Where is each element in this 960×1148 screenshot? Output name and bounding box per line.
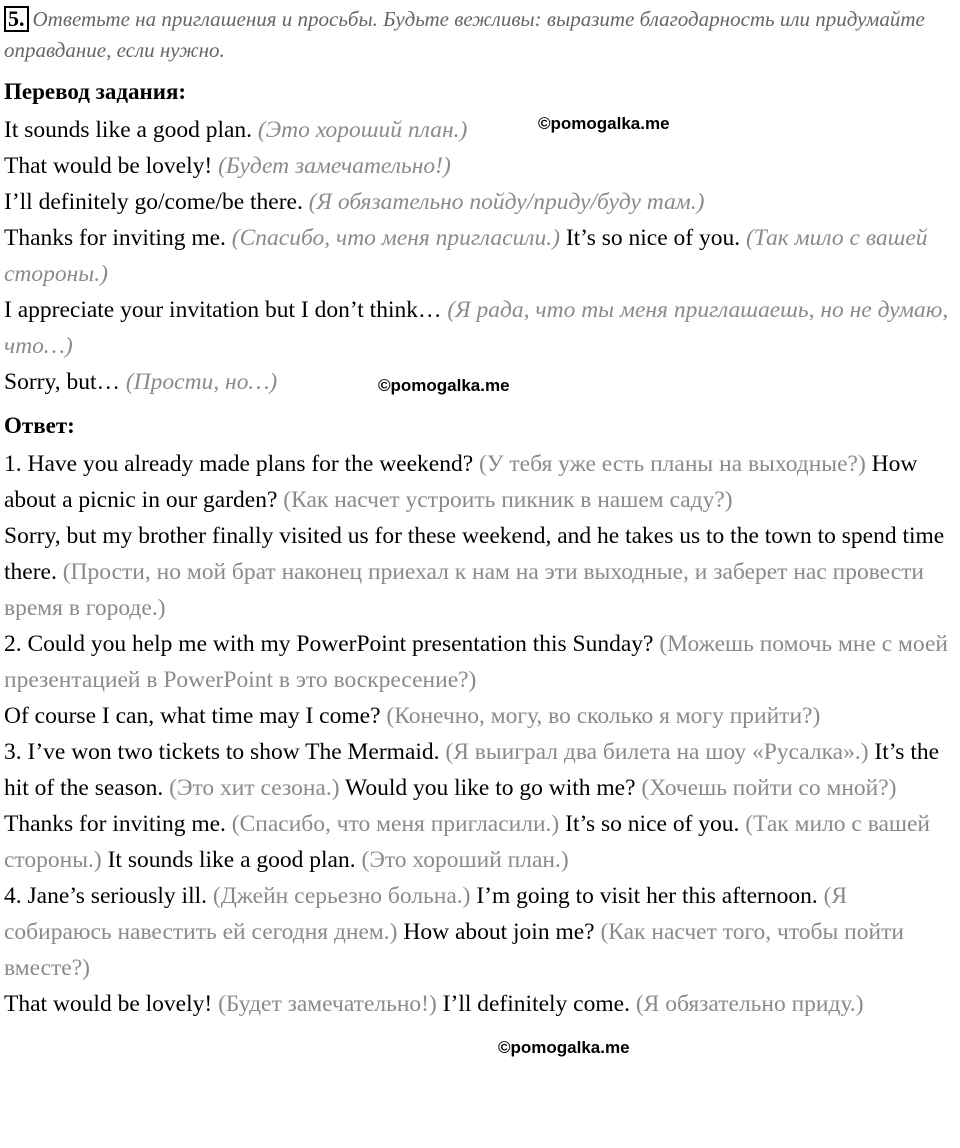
answer-russian: (Прости, но мой брат наконец приехал к нам на эти выходные, и заберет нас провести время в городе.) [4,559,924,621]
answer-paragraph [4,986,958,1022]
translation-list [4,112,958,400]
answer-english: 2. Could you help me with my PowerPoint presentation this Sunday? [4,631,654,657]
answer-russian: (Будет замечательно!) [218,991,437,1017]
answer-english: It’s the hit of the season. [4,739,940,801]
answer-russian: (Спасибо, что меня пригласили.) [231,811,560,837]
answer-russian: (Хочешь пойти со мной?) [641,775,897,801]
answer-russian: (Как насчет устроить пикник в нашем саду?) [283,487,733,513]
translation-line [4,292,958,364]
answer-russian: (Как насчет того, чтобы пойти вместе?) [4,919,904,981]
answer-english: Sorry, but my brother finally visited us for these weekend, and he takes us to the town to spend time there. [4,523,945,585]
answer-paragraph [4,698,958,734]
answer-english: Of course I can, what time may I come? [4,703,381,729]
translation-line [4,148,958,184]
answer-english: How about a picnic in our garden? [4,451,918,513]
answer-russian: (У тебя уже есть планы на выходные?) [479,451,866,477]
answer-english: 3. I’ve won two tickets to show The Mermaid. [4,739,440,765]
translation-russian: (Так мило с вашей стороны.) [4,225,928,287]
task-instruction: Ответьте на приглашения и просьбы. Будьте вежливы: выразите благодарность или придумайте оправдание, если нужно. [4,7,925,62]
translation-english: I appreciate your invitation but I don’t think… [4,297,442,323]
watermark: ©pomogalka.me [538,114,670,133]
answer-russian: (Джейн серьезно больна.) [212,883,471,909]
translation-line [4,112,958,148]
translation-english: Thanks for inviting me. [4,225,226,251]
answer-english: It’s so nice of you. [565,811,740,837]
translation-english: I’ll definitely go/come/be there. [4,189,303,215]
answer-paragraph [4,446,958,518]
answer-english: That would be lovely! [4,991,213,1017]
translation-line [4,220,958,292]
task-instruction-block [4,4,958,66]
answer-english: 1. Have you already made plans for the weekend? [4,451,474,477]
answer-english: 4. Jane’s seriously ill. [4,883,207,909]
answer-paragraph [4,878,958,986]
answer-english: How about join me? [403,919,595,945]
translation-russian: (Это хороший план.) [257,117,468,143]
task-number: 5. [4,6,29,32]
answer-english: I’m going to visit her this afternoon. [476,883,818,909]
translation-russian: (Я рада, что ты меня приглашаешь, но не думаю, что…) [4,297,949,359]
answer-russian: (Можешь помочь мне с моей презентацией в PowerPoint в это воскресение?) [4,631,948,693]
translation-english: Sorry, but… [4,369,120,395]
watermark: ©pomogalka.me [378,376,510,395]
translation-line [4,184,958,220]
answer-russian: (Так мило с вашей стороны.) [4,811,931,873]
answer-russian: (Я собираюсь навестить ей сегодня днем.) [4,883,848,945]
answer-paragraph [4,806,958,878]
answer-english: I’ll definitely come. [442,991,630,1017]
translation-russian: (Прости, но…) [125,369,278,395]
watermark: ©pomogalka.me [498,1038,630,1057]
answer-paragraph [4,626,958,698]
answer-russian: (Я выиграл два билета на шоу «Русалка».) [445,739,869,765]
translation-english: It’s so nice of you. [565,225,741,251]
answer-paragraph [4,518,958,626]
answer-english: Thanks for inviting me. [4,811,226,837]
answer-russian: (Конечно, могу, во сколько я могу прийти?) [386,703,821,729]
answer-english: It sounds like a good plan. [107,847,356,873]
answer-heading: Ответ: [4,413,75,438]
translation-russian: (Спасибо, что меня пригласили.) [231,225,560,251]
translation-russian: (Я обязательно пойду/приду/буду там.) [308,189,705,215]
answer-paragraph [4,734,958,806]
translation-english: That would be lovely! [4,153,213,179]
answer-russian: (Это хит сезона.) [169,775,340,801]
answer-russian: (Я обязательно приду.) [635,991,864,1017]
answer-english: Would you like to go with me? [345,775,636,801]
document-page [4,0,958,1022]
answer-list [4,446,958,1022]
answer-russian: (Это хороший план.) [361,847,569,873]
translation-english: It sounds like a good plan. [4,117,253,143]
translation-russian: (Будет замечательно!) [218,153,451,179]
translation-heading: Перевод задания: [4,79,187,104]
